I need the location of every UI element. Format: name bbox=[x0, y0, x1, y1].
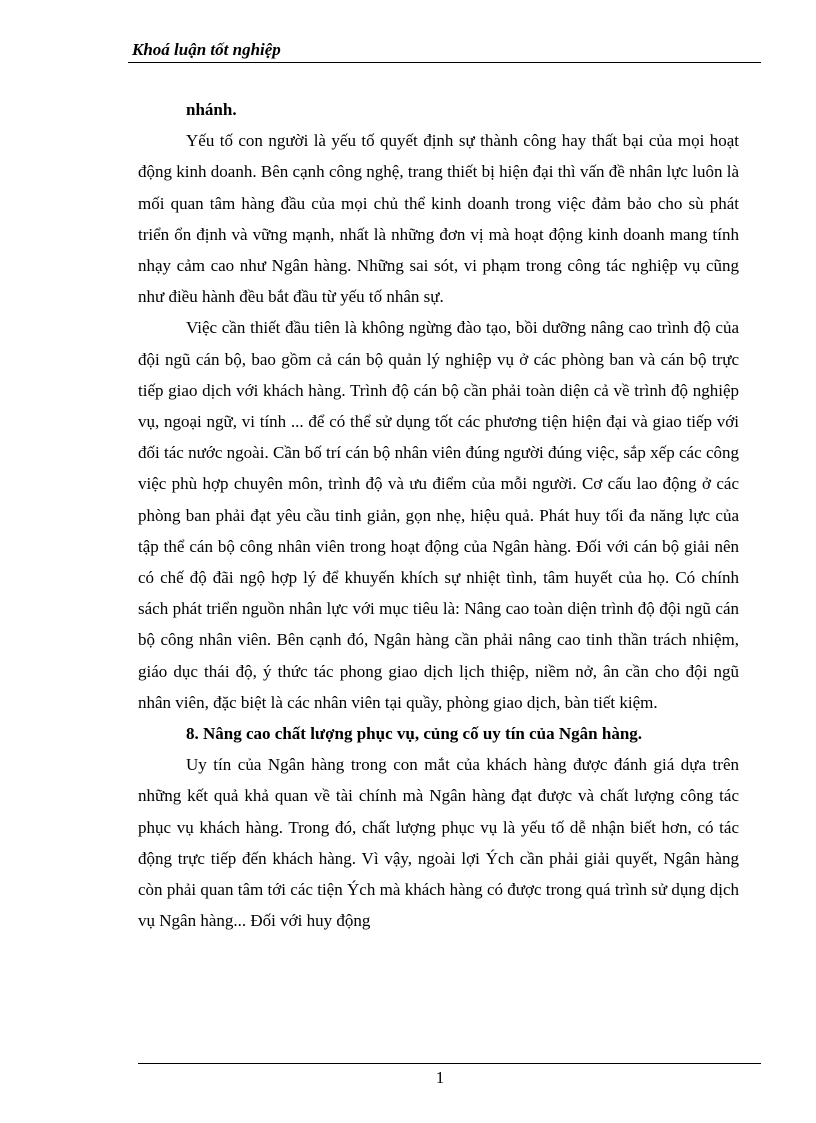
paragraph-reputation: Uy tín của Ngân hàng trong con mắt của khách hàng được đánh giá dựa trên những kết quả khả quan về tài chính mà Ngân hàng đạt được và chất lượng công tác phục vụ khách hàng. Trong đó, chất lượng phục vụ là yếu tố dễ nhận biết hơn, có tác động trực tiếp đến khách hàng. Vì vậy, ngoài lợi Ých cần phải giải quyết, Ngân hàng còn phải quan tâm tới các tiện Ých mà khách hàng có được trong quá trình sử dụng dịch vụ Ngân hàng... Đối với huy động bbox=[138, 755, 739, 931]
lead-fragment: nhánh. bbox=[186, 100, 237, 119]
header-title: Khoá luận tốt nghiệp bbox=[132, 40, 281, 59]
footer-rule bbox=[138, 1063, 761, 1064]
paragraph-human-factor: Yếu tố con người là yếu tố quyết định sự thành công hay thất bại của mọi hoạt động kinh doanh. Bên cạnh công nghệ, trang thiết bị hiện đại thì vấn đề nhân lực luôn là mối quan tâm hàng đầu của mọi chủ thể kinh doanh trong việc đảm bảo cho sù phát triển ổn định và vững mạnh, nhất là những đơn vị mà hoạt động kinh doanh mang tính nhạy cảm cao như Ngân hàng. Những sai sót, vi phạm trong công tác nghiệp vụ cũng như điều hành đều bắt đầu từ yếu tố nhân sự. bbox=[138, 131, 739, 307]
paragraph-training: Việc cần thiết đầu tiên là không ngừng đào tạo, bồi dưỡng nâng cao trình độ của đội ngũ cán bộ, bao gồm cả cán bộ quản lý nghiệp vụ ở các phòng ban và cán bộ trực tiếp giao dịch với khách hàng. Trình độ cán bộ cần phải toàn diện cả về trình độ nghiệp vụ, ngoại ngữ, vi tính ... để có thể sử dụng tốt các phương tiện hiện đại và giao tiếp với đối tác nước ngoài. Cần bố trí cán bộ nhân viên đúng người đúng việc, sắp xếp các công việc phù hợp chuyên môn, trình độ và ưu điểm của mỗi người. Cơ cấu lao động ở các phòng ban phải đạt yêu cầu tinh giản, gọn nhẹ, hiệu quả. Phát huy tối đa năng lực của tập thể cán bộ công nhân viên trong hoạt động của Ngân hàng. Đối với cán bộ giải nên có chế độ đãi ngộ hợp lý để khuyến khích sự nhiệt tình, tâm huyết của họ. Có chính sách phát triển nguồn nhân lực với mục tiêu là: Nâng cao toàn diện trình độ đội ngũ cán bộ công nhân viên. Bên cạnh đó, Ngân hàng cần phải nâng cao tinh thần trách nhiệm, giáo dục thái độ, ý thức tác phong giao dịch lịch thiệp, niềm nở, ân cần cho đội ngũ nhân viên, đặc biệt là các nhân viên tại quầy, phòng giao dịch, bàn tiết kiệm. bbox=[138, 318, 739, 712]
page-number: 1 bbox=[435, 1068, 445, 1087]
header-rule bbox=[128, 62, 761, 63]
section-heading: 8. Nâng cao chất lượng phục vụ, củng cố uy tín của Ngân hàng. bbox=[186, 724, 643, 744]
document-body bbox=[138, 94, 739, 936]
